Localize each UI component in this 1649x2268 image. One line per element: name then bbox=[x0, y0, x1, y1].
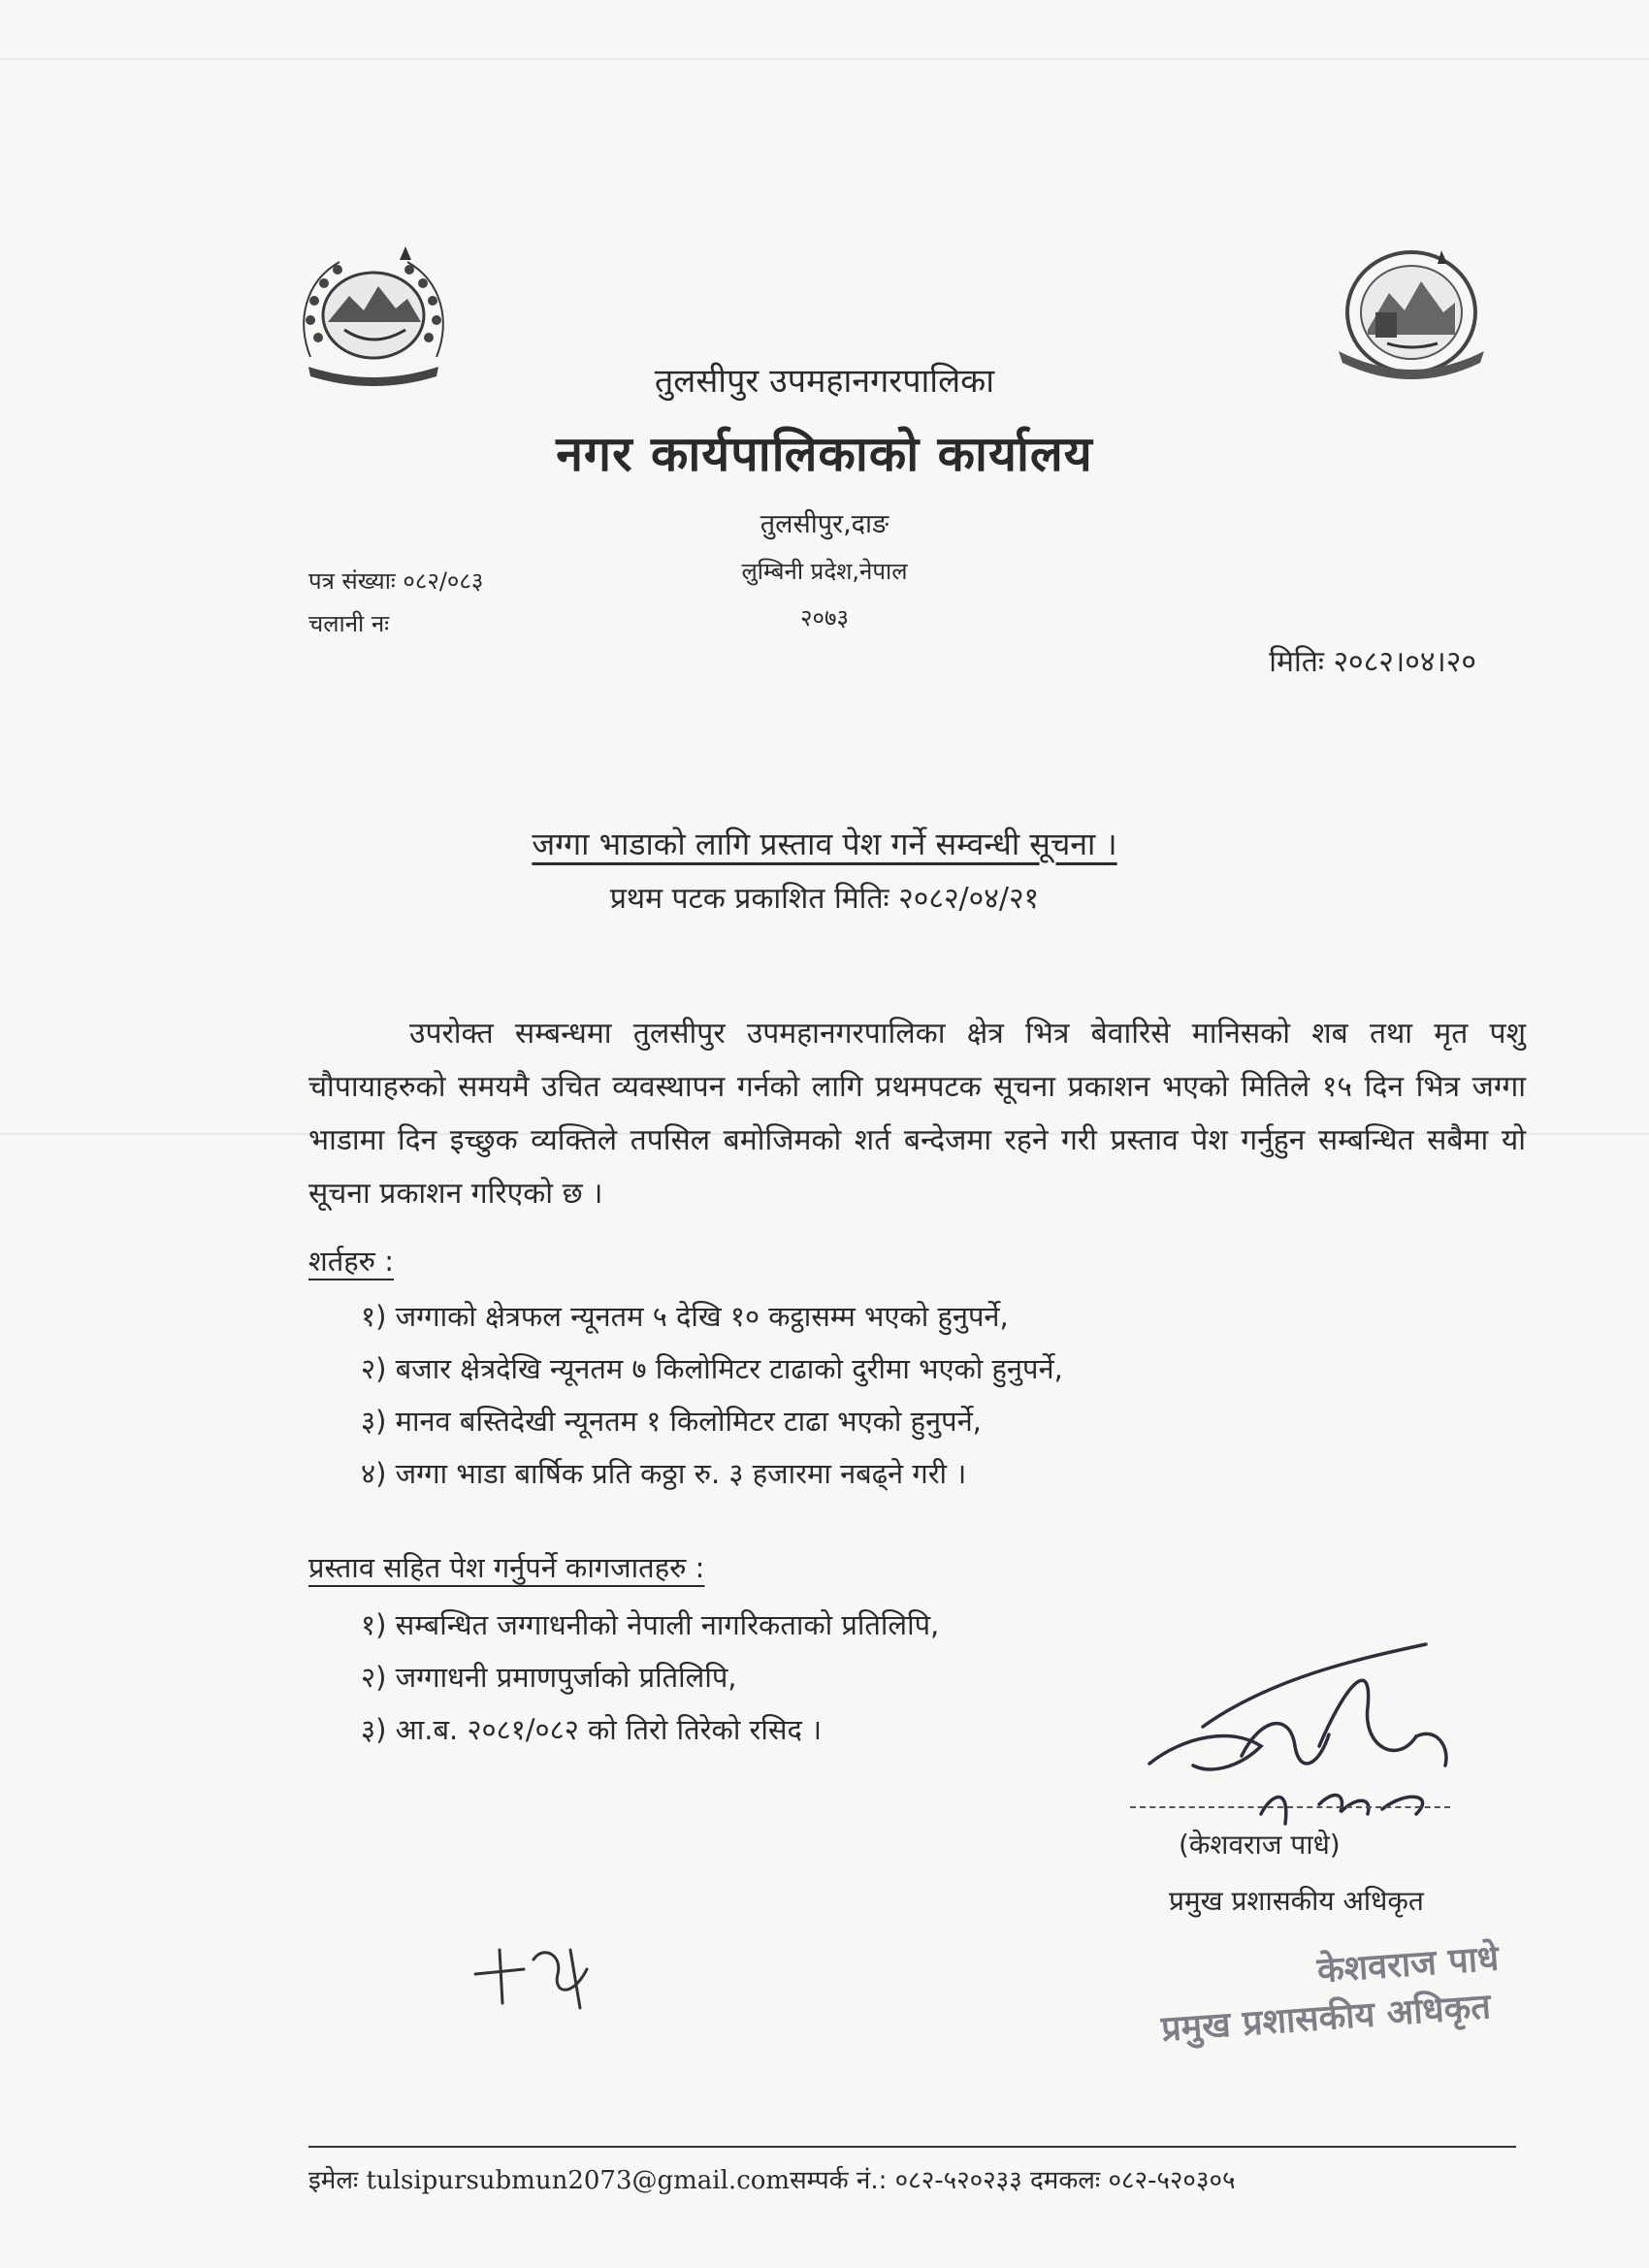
handwritten-mark-icon bbox=[466, 1930, 611, 2018]
email-label: इमेलः bbox=[308, 2166, 359, 2195]
email-address: tulsipursubmun2073@gmail.com bbox=[366, 2166, 791, 2195]
contact-number: सम्पर्क नं.: ०८२-५२०२३३ bbox=[790, 2166, 1022, 2195]
letter-number: पत्र संख्याः ०८२/०८३ bbox=[308, 567, 484, 595]
conditions-list bbox=[361, 1290, 1063, 1500]
footer-divider bbox=[308, 2146, 1516, 2148]
documents-list bbox=[361, 1599, 939, 1756]
fire-brigade-number: दमकलः ०८२-५२०३०५ bbox=[1029, 2166, 1236, 2195]
letter-date: मितिः २०८२।०४।२० bbox=[1269, 645, 1476, 679]
notice-heading bbox=[0, 823, 1649, 864]
documents-title: प्रस्ताव सहित पेश गर्नुपर्ने कागजातहरु : bbox=[308, 1551, 705, 1584]
list-item: १) जग्गाको क्षेत्रफल न्यूनतम ५ देखि १० कट्ठासम्म भएको हुनुपर्ने, bbox=[361, 1300, 1009, 1333]
list-item: ३) मानव बस्तिदेखी न्यूनतम १ किलोमिटर टाढा भएको हुनुपर्ने, bbox=[361, 1405, 982, 1438]
list-item: ४) जग्गा भाडा बार्षिक प्रति कठ्ठा रु. ३ हजारमा नबढ्ने गरी । bbox=[361, 1457, 967, 1490]
list-item: २) बजार क्षेत्रदेखि न्यूनतम ७ किलोमिटर टाढाको दुरीमा भएको हुनुपर्ने, bbox=[361, 1352, 1063, 1385]
official-stamp bbox=[1156, 1931, 1521, 2052]
established-year: २०७३ bbox=[800, 604, 849, 632]
office-address: तुलसीपुर,दाङ bbox=[760, 509, 889, 539]
municipality-name: तुलसीपुर उपमहानगरपालिका bbox=[654, 362, 995, 401]
notice-body: उपरोक्त सम्बन्धमा तुलसीपुर उपमहानगरपालिका क्षेत्र भित्र बेवारिसे मानिसको शब तथा मृत पशु चौपायाहरुको समयमै उचित व्यवस्थापन गर्नको लागि प्रथमपटक सूचना प्रकाशन भएको मितिले १५ दिन भित्र जग्गा भाडामा दिन इच्छुक व्यक्तिले तपसिल बमोजिमको शर्त बन्देजमा रहने गरी प्रस्ताव पेश गर्नुहुन सम्बन्धित सबैमा यो सूचना प्रकाशन गरिएको छ । bbox=[308, 1017, 1526, 1211]
list-item: २) जग्गाधनी प्रमाणपुर्जाको प्रतिलिपि, bbox=[361, 1661, 737, 1694]
list-item: ३) आ.ब. २०८१/०८२ को तिरो तिरेको रसिद । bbox=[361, 1713, 823, 1746]
dispatch-number: चलानी नः bbox=[308, 610, 390, 637]
list-item: १) सम्बन्धित जग्गाधनीको नेपाली नागरिकताको प्रतिलिपि, bbox=[361, 1608, 940, 1641]
notice-title: जग्गा भाडाको लागि प्रस्ताव पेश गर्ने सम्वन्धी सूचना । bbox=[532, 826, 1117, 862]
signatory-designation: प्रमुख प्रशासकीय अधिकृत bbox=[1169, 1885, 1424, 1917]
publication-date: प्रथम पटक प्रकाशित मितिः २०८२/०४/२१ bbox=[609, 882, 1040, 916]
conditions-title: शर्तहरु : bbox=[308, 1245, 394, 1278]
stamp-designation: प्रमुख प्रशासकीय अधिकृत bbox=[1159, 1987, 1493, 2050]
signature-line bbox=[1130, 1806, 1450, 1808]
office-province: लुम्बिनी प्रदेश,नेपाल bbox=[741, 558, 908, 585]
stamp-name: केशवराज पाधे bbox=[1315, 1938, 1501, 1992]
footer-contact bbox=[308, 2161, 1236, 2196]
office-title: नगर कार्यपालिकाको कार्यालय bbox=[556, 426, 1093, 482]
signatory-name: (केशवराज पाधे) bbox=[1179, 1829, 1341, 1861]
